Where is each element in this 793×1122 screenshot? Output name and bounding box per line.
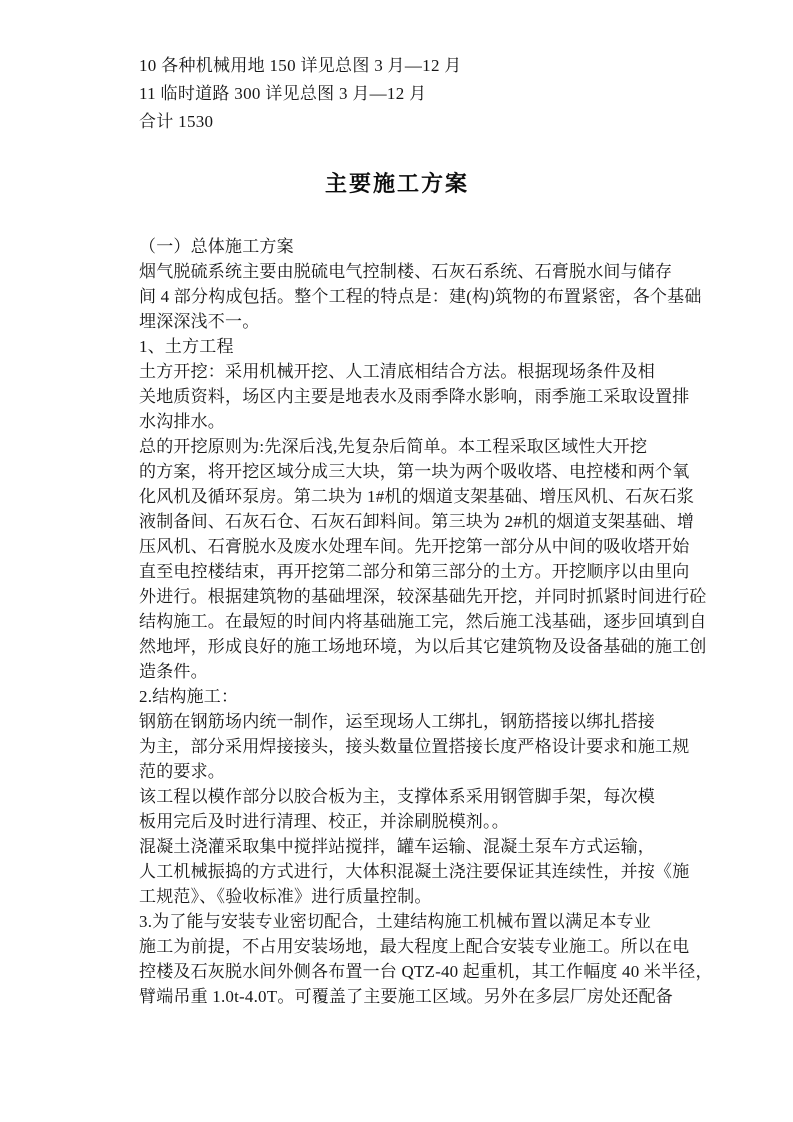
text-line: 10 各种机械用地 150 详见总图 3 月—12 月 — [139, 56, 462, 75]
text-line: 混凝土浇灌采取集中搅拌站搅拌，罐车运输、混凝土泵车方式运输， — [139, 837, 655, 856]
text-line: 11 临时道路 300 详见总图 3 月—12 月 — [139, 84, 427, 103]
text-line: 水沟排水。 — [139, 412, 225, 431]
text-line: 钢筋在钢筋场内统一制作，运至现场人工绑扎，钢筋搭接以绑扎搭接 — [139, 712, 655, 731]
text-line: 总的开挖原则为:先深后浅,先复杂后简单。本工程采取区域性大开挖 — [139, 437, 648, 456]
text-line: 人工机械振捣的方式进行，大体积混凝土浇注要保证其连续性，并按《施 — [139, 862, 690, 881]
text-line: 然地坪，形成良好的施工场地环境，为以后其它建筑物及设备基础的施工创 — [139, 637, 707, 656]
text-line: 外进行。根据建筑物的基础埋深，较深基础先开挖，并同时抓紧时间进行砼 — [139, 587, 707, 606]
text-line: 为主，部分采用焊接接头，接头数量位置搭接长度严格设计要求和施工规 — [139, 737, 690, 756]
text-line: 化风机及循环泵房。第二块为 1#机的烟道支架基础、增压风机、石灰石浆 — [139, 487, 695, 506]
text-line: 施工为前提，不占用安装场地，最大程度上配合安装专业施工。所以在电 — [139, 937, 690, 956]
text-line: 合计 1530 — [139, 112, 214, 131]
section-label: （一）总体施工方案 — [139, 237, 294, 256]
text-line: 结构施工。在最短的时间内将基础施工完，然后施工浅基础，逐步回填到自 — [139, 612, 707, 631]
subsection-label: 3.为了能与安装专业密切配合，土建结构施工机械布置以满足本专业 — [139, 912, 651, 931]
subsection-label: 1、土方工程 — [139, 337, 234, 356]
text-line: 范的要求。 — [139, 762, 225, 781]
text-line: 压风机、石膏脱水及废水处理车间。先开挖第一部分从中间的吸收塔开始 — [139, 537, 690, 556]
text-line: 关地质资料，场区内主要是地表水及雨季降水影响，雨季施工采取设置排 — [139, 387, 690, 406]
summary-lines-block — [139, 52, 669, 136]
subsection-label: 2.结构施工： — [139, 687, 239, 706]
text-line: 板用完后及时进行清理、校正，并涂刷脱模剂。。 — [139, 812, 509, 831]
text-line: 土方开挖：采用机械开挖、人工清底相结合方法。根据现场条件及相 — [139, 362, 655, 381]
text-line: 该工程以模作部分以胶合板为主，支撑体系采用钢管脚手架，每次模 — [139, 787, 655, 806]
text-line: 间 4 部分构成包括。整个工程的特点是：建(构)筑物的布置紧密，各个基础 — [139, 287, 702, 306]
text-line: 烟气脱硫系统主要由脱硫电气控制楼、石灰石系统、石膏脱水间与储存 — [139, 262, 673, 281]
doc-body — [139, 234, 713, 1009]
text-line: 造条件。 — [139, 662, 208, 681]
text-line: 液制备间、石灰石仓、石灰石卸料间。第三块为 2#机的烟道支架基础、增 — [139, 512, 695, 531]
text-line: 埋深深浅不一。 — [139, 312, 260, 331]
text-line: 的方案，将开挖区域分成三大块，第一块为两个吸收塔、电控楼和两个氧 — [139, 462, 690, 481]
text-line: 工规范》、《验收标准》进行质量控制。 — [139, 887, 432, 906]
text-line: 臂端吊重 1.0t-4.0T。可覆盖了主要施工区域。另外在多层厂房处还配备 — [139, 987, 673, 1006]
page-title: 主要施工方案 — [324, 171, 469, 196]
text-line: 控楼及石灰脱水间外侧各布置一台 QTZ-40 起重机，其工作幅度 40 米半径， — [139, 962, 713, 981]
text-line: 直至电控楼结束，再开挖第二部分和第三部分的土方。开挖顺序以由里向 — [139, 562, 690, 581]
